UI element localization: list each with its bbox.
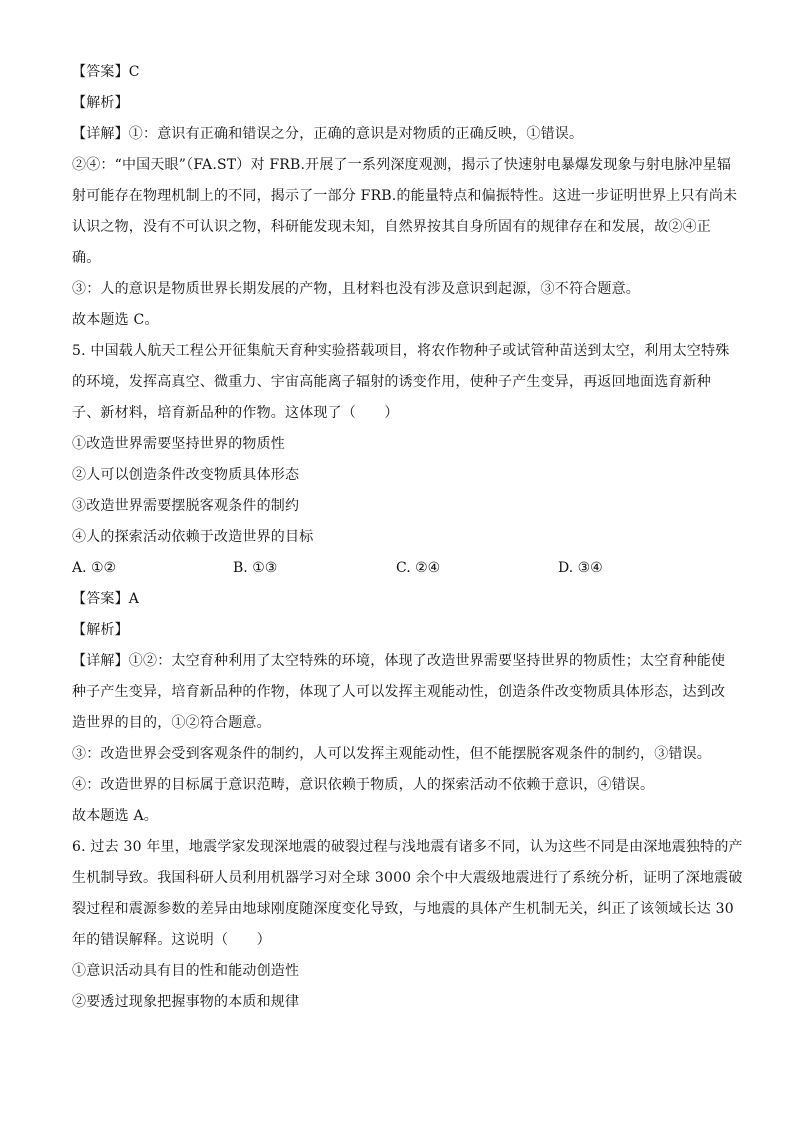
option-c: C. ②④ bbox=[396, 560, 441, 576]
q4-analysis-label: 【解析】 bbox=[72, 95, 129, 111]
q5-statement: ②人可以创造条件改变物质具体形态 bbox=[72, 467, 300, 483]
q6-stem-line: 6. 过去 30 年里，地震学家发现深地震的破裂过程与浅地震有诸多不同，认为这些不同是由深地震独特的产 bbox=[72, 839, 743, 855]
q4-answer: 【答案】C bbox=[72, 64, 140, 80]
q5-statement: ①改造世界需要坚持世界的物质性 bbox=[72, 436, 285, 452]
q5-statement: ③改造世界需要摆脱客观条件的制约 bbox=[72, 498, 300, 514]
q6-stem-line: 年的错误解释。这说明（ ） bbox=[72, 932, 271, 948]
q5-stem-line: 的环境，发挥高真空、微重力、宇宙高能离子辐射的诱变作用，使种子产生变异，再返回地面选育新种 bbox=[72, 374, 711, 390]
q4-detail-line: ②④：“中国天眼”（FA.ST）对 FRB.开展了一系列深度观测，揭示了快速射电暴爆发现象与射电脉冲星辐 bbox=[72, 157, 732, 173]
q6-stem-line: 裂过程和震源参数的差异由地球刚度随深度变化导致，与地震的具体产生机制无关，纠正了该领域长达 30 bbox=[72, 901, 734, 917]
q4-detail-line: ③：人的意识是物质世界长期发展的产物，且材料也没有涉及意识到起源，③不符合题意。 bbox=[72, 281, 640, 297]
q6-stem-line: 生机制导致。我国科研人员利用机器学习对全球 3000 余个中大震级地震进行了系统分析，证明了深地震破 bbox=[72, 870, 743, 886]
q5-statement: ④人的探索活动依赖于改造世界的目标 bbox=[72, 529, 314, 545]
q5-answer: 【答案】A bbox=[72, 591, 140, 607]
q4-conclusion: 故本题选 C。 bbox=[72, 312, 159, 328]
q5-conclusion: 故本题选 A。 bbox=[72, 808, 158, 824]
q4-detail-line: 确。 bbox=[72, 250, 101, 266]
q5-detail-line: ④：改造世界的目标属于意识范畴，意识依赖于物质，人的探索活动不依赖于意识，④错误。 bbox=[72, 777, 655, 793]
q5-stem-line: 5. 中国载人航天工程公开征集航天育种实验搭载项目，将农作物种子或试管种苗送到太空，利用太空特殊 bbox=[72, 343, 730, 359]
option-d: D. ③④ bbox=[558, 560, 603, 576]
q6-statement: ①意识活动具有目的性和能动创造性 bbox=[72, 963, 300, 979]
q5-detail-line: 造世界的目的，①②符合题意。 bbox=[72, 715, 271, 731]
q5-analysis-label: 【解析】 bbox=[72, 622, 129, 638]
q6-statement: ②要透过现象把握事物的本质和规律 bbox=[72, 994, 300, 1010]
q4-detail-line: 射可能存在物理机制上的不同，揭示了一部分 FRB.的能量特点和偏振特性。这进一步证明世界上只有尚未 bbox=[72, 188, 738, 204]
q4-detail-line: 【详解】①：意识有正确和错误之分，正确的意识是对物质的正确反映，①错误。 bbox=[72, 126, 584, 142]
q4-detail-line: 认识之物，没有不可认识之物，科研能发现未知，自然界按其自身所固有的规律存在和发展，故②④正 bbox=[72, 219, 711, 235]
q5-detail-line: ③：改造世界会受到客观条件的制约，人可以发挥主观能动性，但不能摆脱客观条件的制约，③错误。 bbox=[72, 746, 711, 762]
q5-detail-line: 种子产生变异，培育新品种的作物，体现了人可以发挥主观能动性，创造条件改变物质具体形态，达到改 bbox=[72, 684, 726, 700]
q5-stem-line: 子、新材料，培育新品种的作物。这体现了（ ） bbox=[72, 405, 399, 421]
option-a: A. ①② bbox=[72, 560, 117, 576]
q5-detail-line: 【详解】①②：太空育种利用了太空特殊的环境，体现了改造世界需要坚持世界的物质性；太空育种能使 bbox=[72, 653, 726, 669]
option-b: B. ①③ bbox=[233, 560, 278, 576]
